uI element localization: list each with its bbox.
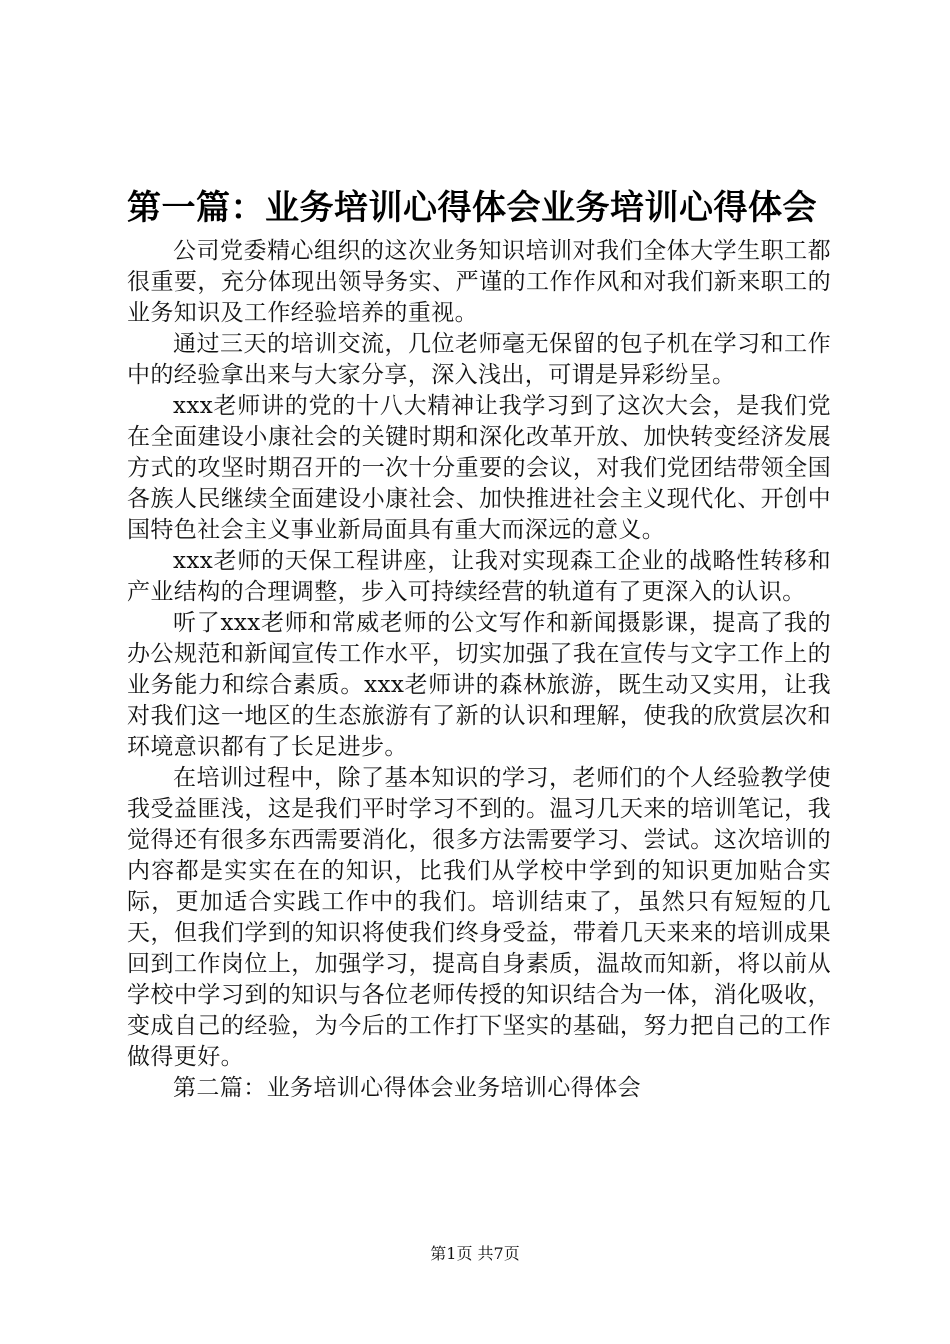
document-title: 第一篇：业务培训心得体会业务培训心得体会 xyxy=(127,188,817,228)
page-footer xyxy=(0,1244,950,1264)
paragraph: 在培训过程中，除了基本知识的学习，老师们的个人经验教学使我受益匪浅，这是我们平时学习不到的。温习几天来的培训笔记，我觉得还有很多东西需要消化，很多方法需要学习、尝试。这次培训的内容都是实实在在的知识，比我们从学校中学到的知识更加贴合实际，更加适合实践工作中的我们。培训结束了，虽然只有短短的几天，但我们学到的知识将使我们终身受益，带着几天来来的培训成果回到工作岗位上，加强学习，提高自身素质，温故而知新，将以前从学校中学习到的知识与各位老师传授的知识结合为一体，消化吸收，变成自己的经验，为今后的工作打下坚实的基础，努力把自己的工作做得更好。 xyxy=(127,765,831,1070)
paragraph: xxx老师的天保工程讲座，让我对实现森工企业的战略性转移和产业结构的合理调整，步入可持续经营的轨道有了更深入的认识。 xyxy=(127,548,831,605)
paragraph: 通过三天的培训交流，几位老师毫无保留的包子机在学习和工作中的经验拿出来与大家分享，深入浅出，可谓是异彩纷呈。 xyxy=(127,331,831,388)
page-indicator: 第1页 共7页 xyxy=(430,1244,520,1263)
paragraph: 公司党委精心组织的这次业务知识培训对我们全体大学生职工都很重要，充分体现出领导务实、严谨的工作作风和对我们新来职工的业务知识及工作经验培养的重视。 xyxy=(127,238,831,326)
section-heading: 第二篇：业务培训心得体会业务培训心得体会 xyxy=(173,1075,641,1101)
paragraph: 听了xxx老师和常威老师的公文写作和新闻摄影课，提高了我的办公规范和新闻宣传工作水平，切实加强了我在宣传与文字工作上的业务能力和综合素质。xxx老师讲的森林旅游，既生动又实用，让我对我们这一地区的生态旅游有了新的认识和理解，使我的欣赏层次和环境意识都有了长足进步。 xyxy=(127,610,831,760)
document-body xyxy=(127,236,831,1104)
paragraph: xxx老师讲的党的十八大精神让我学习到了这次大会，是我们党在全面建设小康社会的关键时期和深化改革开放、加快转变经济发展方式的攻坚时期召开的一次十分重要的会议，对我们党团结带领全国各族人民继续全面建设小康社会、加快推进社会主义现代化、开创中国特色社会主义事业新局面具有重大而深远的意义。 xyxy=(127,393,831,543)
